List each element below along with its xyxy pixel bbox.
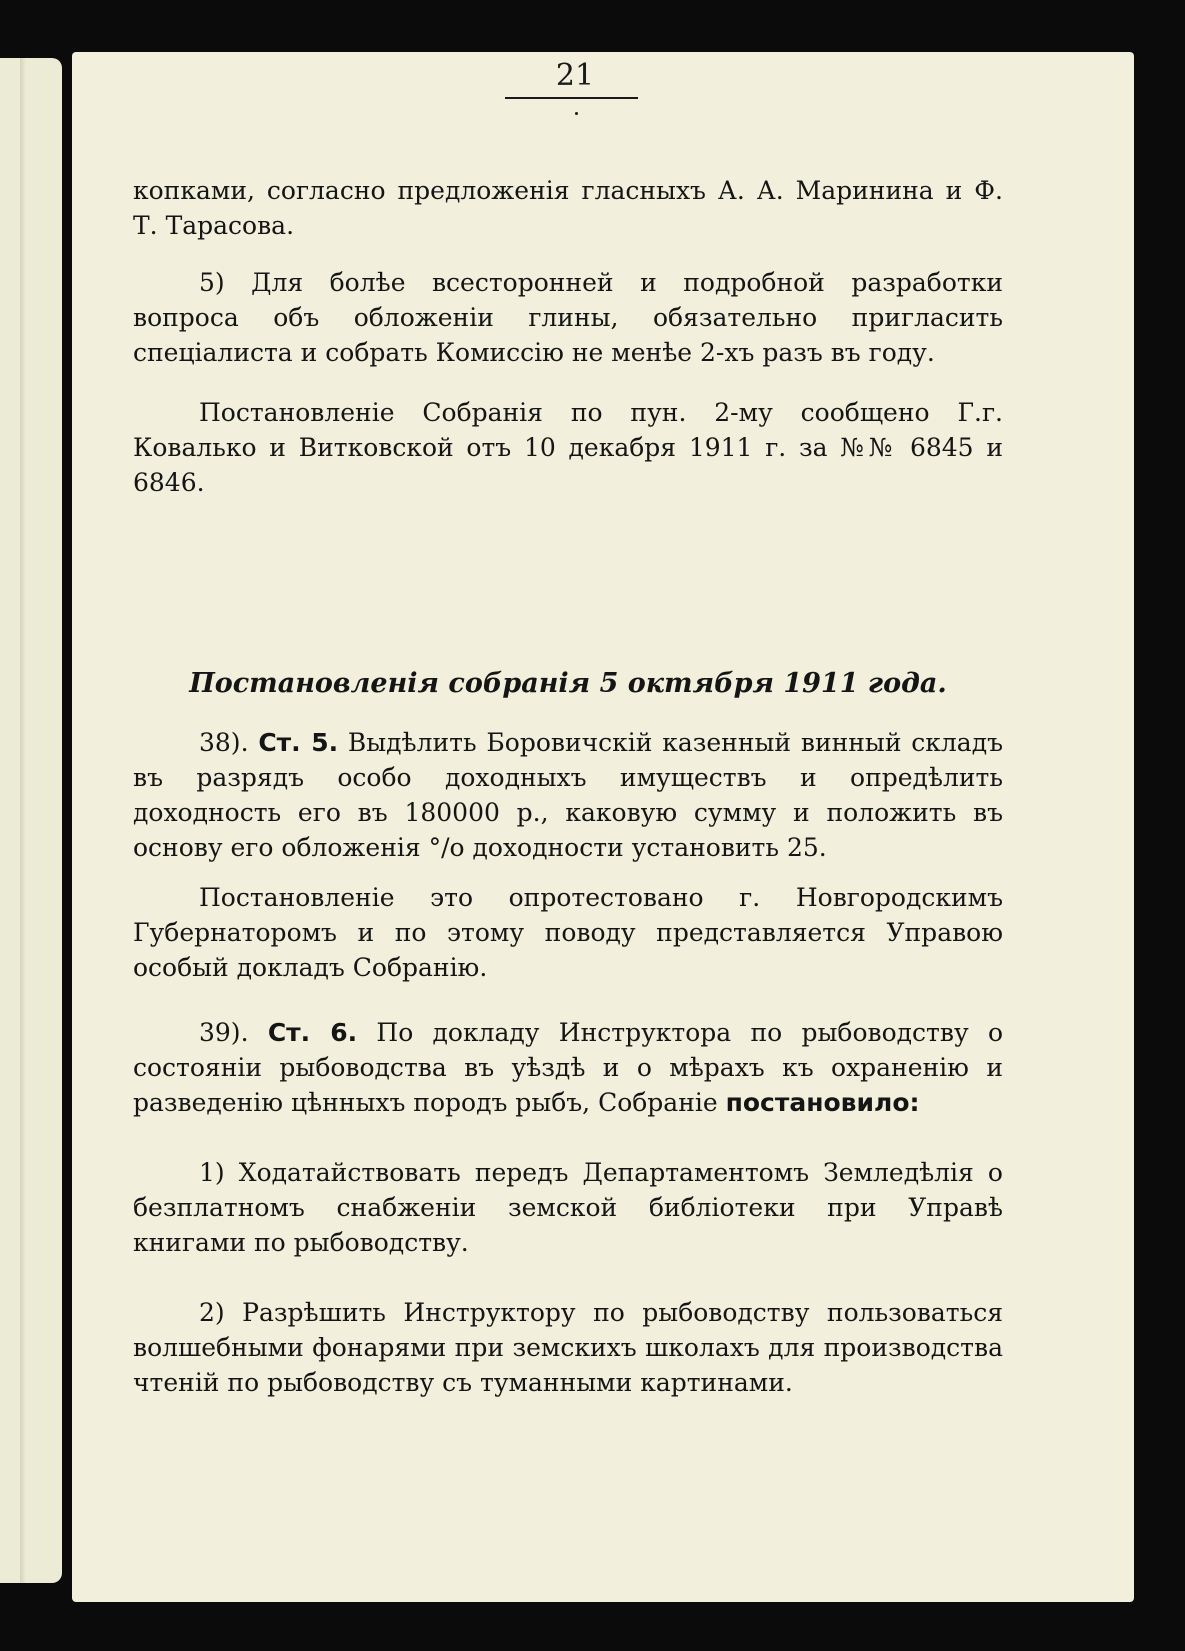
left-page-gutter — [20, 58, 26, 1583]
left-page-edge — [0, 58, 62, 1583]
article-number: Ст. 6. — [267, 1018, 358, 1047]
paragraph-protest-note: Постановленіе это опротестовано г. Новгородскимъ Губернаторомъ и по этому поводу представляется Управою особый докладъ Собранію. — [133, 883, 1003, 982]
paragraph-item-5: 5) Для болѣе всесторонней и подробной разработки вопроса объ обложеніи глины, обязательно пригласить спеціалиста и собрать Комиссію не менѣе 2-хъ разъ въ году. — [133, 268, 1003, 367]
paragraph-sub-2: 2) Разрѣшить Инструктору по рыбоводству пользоваться волшебными фонарями при земскихъ школахъ для производства чтеній по рыбоводству съ туманными картинами. — [133, 1298, 1003, 1397]
paragraph-38 — [133, 725, 1003, 865]
paragraph-continuation: копками, согласно предложенія гласныхъ А. А. Маринина и Ф. Т. Тарасова. — [133, 176, 1003, 240]
item-text: Выдѣлить Боровичскій казенный винный складъ въ разрядъ особо доходныхъ имуществъ и опредѣлить доходность его въ 180000 р., каковую сумму и положить въ основу его обложенія °/о доходности установить 25. — [133, 728, 1003, 862]
paragraph-39 — [133, 1015, 1003, 1120]
ink-dot — [575, 112, 578, 115]
paragraph-sub-1: 1) Ходатайствовать передъ Департаментомъ Земледѣлія о безплатномъ снабженіи земской библіотеки при Управѣ книгами по рыбоводству. — [133, 1158, 1003, 1257]
resolved-word: постановило: — [725, 1088, 920, 1117]
item-number: 38). — [199, 728, 249, 757]
article-number: Ст. 5. — [258, 728, 339, 757]
page-number-rule — [505, 97, 638, 99]
paragraph-resolution-note: Постановленіе Собранія по пун. 2-му сообщено Г.г. Ковалько и Витковской отъ 10 декабря 1911 г. за №№ 6845 и 6846. — [133, 398, 1003, 497]
section-heading: Постановленія собранія 5 октября 1911 года. — [189, 668, 947, 699]
item-text: По докладу Инструктора по рыбоводству о состояніи рыбоводства въ уѣздѣ и о мѣрахъ къ охраненію и разведенію цѣнныхъ породъ рыбъ, Собраніе — [133, 1018, 1003, 1117]
item-number: 39). — [199, 1018, 249, 1047]
page-number: 21 — [555, 58, 595, 93]
